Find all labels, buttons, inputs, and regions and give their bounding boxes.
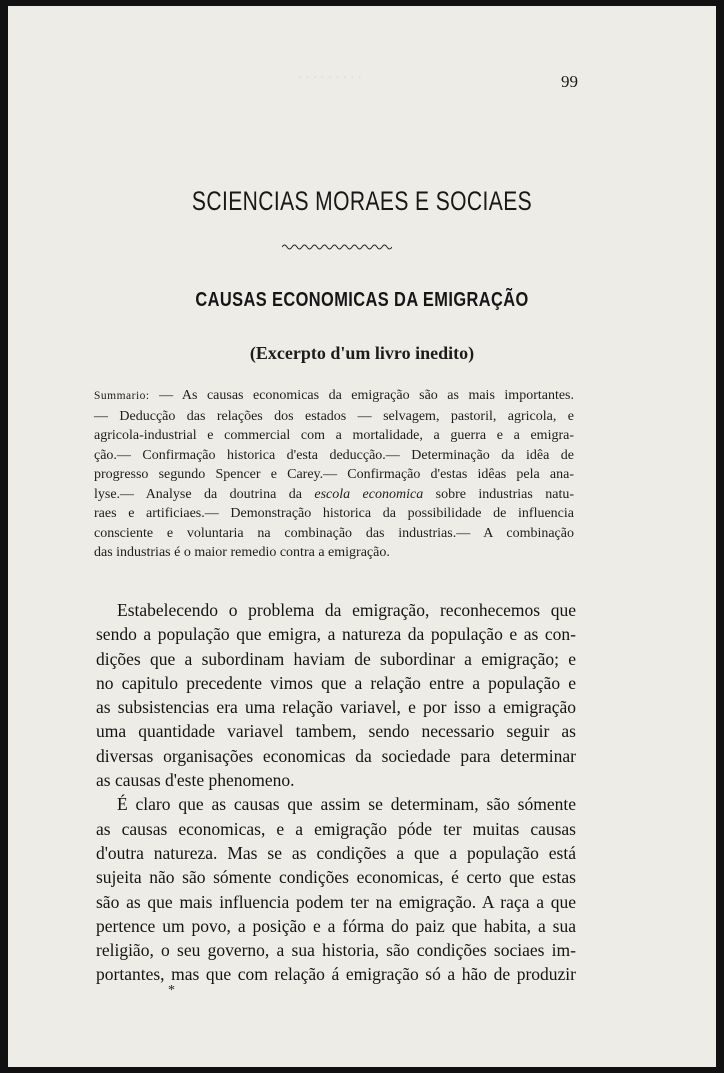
journal-title: SCIENCIAS MORAES E SOCIAES [191,186,533,216]
summary-line: progresso segundo Spencer e Carey.— Confirmação d'estas idêas pela ana- [94,467,574,482]
article-title: CAUSAS ECONOMICAS DA EMIGRAÇÃO [195,289,529,311]
summary-line: consciente e voluntaria na combinação das industrias.— A combinação [94,525,574,541]
bleed-through: . . . . . . . . . [298,66,362,82]
summary-line: — Deducção das relações dos estados — selvagem, pastoril, agricola, e [94,408,574,424]
italic-term: escola economica [314,486,424,502]
body-line: sujeita não são sómente condições economicas, é certo que estas [96,867,576,888]
body-line: d'outra natureza. Mas se as condições a que a população está [96,842,576,863]
summary-line: lyse.— Analyse da doutrina da escola economica sobre industrias natu- [94,486,574,502]
body-line: pertence um povo, a posição e a fórma do paiz que habita, a sua [96,915,576,936]
body-line: sendo a população que emigra, a natureza da população e as con- [96,624,576,645]
summary-label: Summario: [94,390,150,402]
article-subtitle: (Excerpto d'um livro inedito) [249,343,475,363]
body-line: dições que a subordinam haviam de subordinar a emigração; e [96,648,576,669]
body-line: uma quantidade variavel tambem, sendo necessario seguir as [96,721,576,742]
body-line: são as que mais influencia podem ter na emigração. A raça a que [96,891,576,912]
summary-line: raes e artificiaes.— Demonstração historica da possibilidade de influencia [94,506,574,521]
body-text [96,598,576,987]
body-line: É claro que as causas que assim se determinam, são sómente [117,794,576,815]
body-line: no capitulo precedente vimos que a relação entre a população e [96,672,576,693]
body-line: as causas economicas, e a emigração póde ter muitas causas [96,818,576,839]
body-line: as subsistencias era uma relação variavel, e por isso a emigração [96,697,576,718]
body-line: Estabelecendo o problema da emigração, reconhecemos que [117,600,576,620]
document-page [8,6,716,1067]
footnote-mark: * [168,983,175,998]
summary-line: Summario: — As causas economicas da emigração são as mais importantes. [94,388,575,403]
summary-line: das industrias é o maior remedio contra a emigração. [94,545,390,560]
page-number: 99 [561,72,578,91]
body-line: as causas d'este phenomeno. [96,770,295,791]
ornament-divider [282,242,392,252]
summary-block [94,386,574,563]
body-line: diversas organisações economicas da sociedade para determinar [96,745,576,766]
body-line: religião, o seu governo, a sua historia, são condições sociaes im- [96,940,576,961]
summary-line: ção.— Confirmação historica d'esta deducção.— Determinação da idêa de [94,447,574,463]
body-line: portantes, mas que com relação á emigração só a hão de produzir [96,964,576,985]
summary-line: agricola-industrial e commercial com a mortalidade, a guerra e a emigra- [94,428,574,443]
